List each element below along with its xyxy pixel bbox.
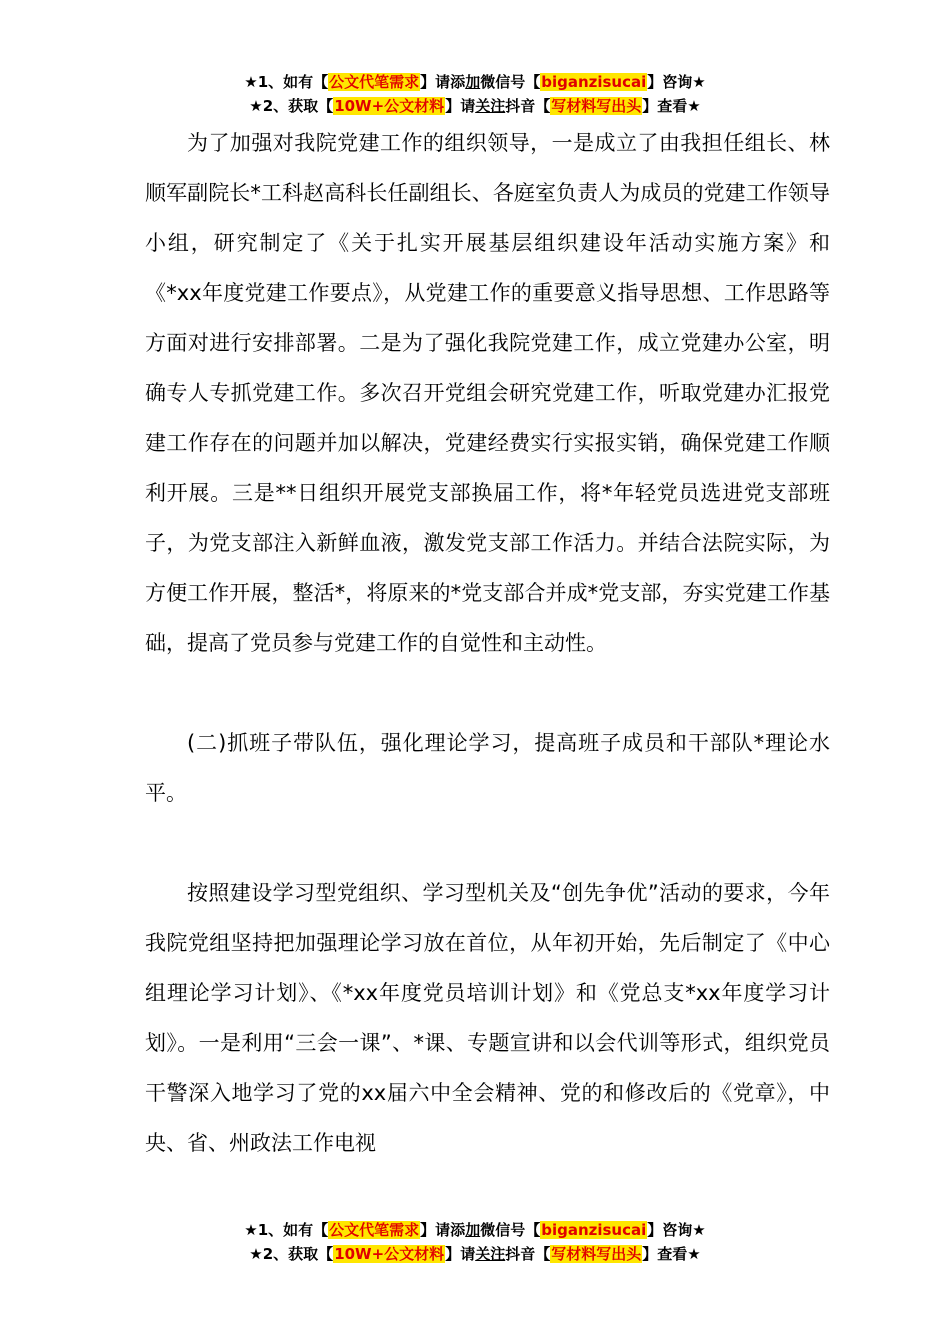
paragraph-theory-study: 按照建设学习型党组织、学习型机关及“创先争优”活动的要求，今年我院党组坚持把加强理论学习放在首位，从年初开始，先后制定了《中心组理论学习计划》、《*xx年度党员培训计划》和《党总支*xx年度学习计划》。一是利用“三会一课”、*课、专题宣讲和以会代训等形式，组织党员干警深入地学习了党的xx届六中全会精神、党的和修改后的《党章》，中央、省、州政法工作电视 [145,881,830,1155]
banner-highlight: 10W+公文材料 [334,1245,445,1263]
bottom-banner [0,1218,950,1266]
paragraph-gap [145,668,830,718]
banner-highlight: 公文代笔需求 [329,1221,420,1239]
banner-text: ★2、获取【 [249,1245,334,1263]
section-heading-2: (二)抓班子带队伍，强化理论学习，提高班子成员和干部队*理论水平。 [145,731,830,805]
banner-text: 】请 [445,1245,476,1263]
banner-highlight: 写材料写出头 [551,97,642,115]
banner-line-2 [0,1242,950,1266]
banner-text: 】查看★ [642,1245,701,1263]
top-banner [0,70,950,118]
banner-text: 】请 [445,97,476,115]
paragraph-party-building: 为了加强对我院党建工作的组织领导，一是成立了由我担任组长、林顺军副院长*工科赵高科长任副组长、各庭室负责人为成员的党建工作领导小组，研究制定了《关于扎实开展基层组织建设年活动实施方案》和《*xx年度党建工作要点》，从党建工作的重要意义指导思想、工作思路等方面对进行安排部署。二是为了强化我院党建工作，成立党建办公室，明确专人专抓党建工作。多次召开党组会研究党建工作，听取党建办汇报党建工作存在的问题并加以解决，党建经费实行实报实销，确保党建工作顺利开展。三是**日组织开展党支部换届工作，将*年轻党员选进党支部班子，为党支部注入新鲜血液，激发党支部工作活力。并结合法院实际，为方便工作开展，整活*，将原来的*党支部合并成*党支部，夯实党建工作基础，提高了党员参与党建工作的自觉性和主动性。 [145,131,830,655]
banner-text: 】咨询★ [647,1221,706,1239]
banner-underline: 加 [465,1221,481,1239]
banner-underline: 关注 [475,1245,506,1263]
banner-line-2 [0,94,950,118]
banner-text: 】咨询★ [647,73,706,91]
banner-highlight: 公文代笔需求 [329,73,420,91]
banner-highlight: biganzisucai [541,1221,647,1239]
banner-text: 抖音【 [505,1245,551,1263]
banner-text: ★1、如有【 [244,73,329,91]
banner-text: 】请添 [420,1221,466,1239]
banner-text: 】请添 [420,73,466,91]
banner-highlight: biganzisucai [541,73,647,91]
banner-highlight: 写材料写出头 [551,1245,642,1263]
banner-text: 微信号【 [480,1221,541,1239]
banner-text: ★1、如有【 [244,1221,329,1239]
banner-text: 】查看★ [642,97,701,115]
paragraph-gap [145,818,830,868]
banner-text: 微信号【 [480,73,541,91]
banner-line-1 [0,70,950,94]
banner-line-1 [0,1218,950,1242]
banner-text: 抖音【 [505,97,551,115]
banner-underline: 加 [465,73,481,91]
banner-underline: 关注 [475,97,506,115]
banner-text: ★2、获取【 [249,97,334,115]
banner-highlight: 10W+公文材料 [334,97,445,115]
document-body [145,118,830,1168]
